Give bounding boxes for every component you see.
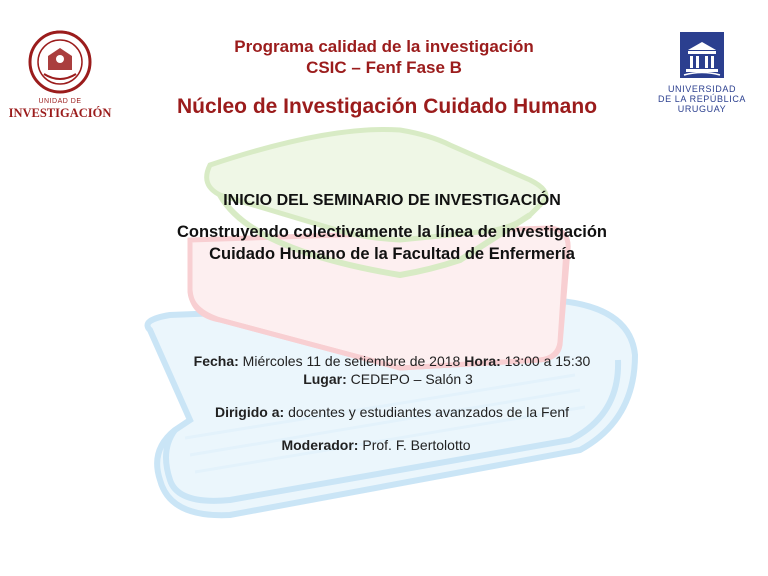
books-watermark bbox=[130, 120, 650, 540]
program-line-2: CSIC – Fenf Fase B bbox=[306, 58, 462, 77]
lugar-line bbox=[4, 371, 768, 387]
nucleo-title: Núcleo de Investigación Cuidado Humano bbox=[176, 95, 598, 118]
lugar-label: Lugar: bbox=[303, 371, 347, 387]
seminar-subtitle-1: Construyendo colectivamente la línea de investigación bbox=[176, 223, 608, 241]
fecha-hora-line bbox=[8, 353, 768, 369]
seminar-subtitle-2: Cuidado Humano de la Facultad de Enfermería bbox=[209, 245, 575, 263]
seminar-title: INICIO DEL SEMINARIO DE INVESTIGACIÓN bbox=[223, 192, 561, 209]
udelar-line-2: DE LA REPÚBLICA bbox=[657, 94, 747, 104]
hora-label: Hora: bbox=[464, 353, 501, 369]
fecha-label: Fecha: bbox=[193, 353, 239, 369]
hora-value: 13:00 a 15:30 bbox=[500, 353, 591, 369]
moderador-value: Prof. F. Bertolotto bbox=[358, 437, 471, 453]
moderador-label: Moderador: bbox=[281, 437, 359, 453]
dirigido-value: docentes y estudiantes avanzados de la Fenf bbox=[284, 404, 570, 420]
dirigido-line bbox=[8, 404, 768, 420]
logo-left-big-text: INVESTIGACIÓN bbox=[8, 106, 112, 120]
moderador-line bbox=[0, 437, 760, 453]
udelar-line-3: URUGUAY bbox=[677, 104, 727, 114]
lugar-value: CEDEPO – Salón 3 bbox=[346, 371, 473, 387]
program-line-1: Programa calidad de la investigación bbox=[234, 37, 534, 56]
logo-left-small-text: UNIDAD DE bbox=[38, 98, 82, 105]
fecha-value: Miércoles 11 de setiembre de 2018 bbox=[238, 353, 465, 369]
dirigido-label: Dirigido a: bbox=[214, 404, 285, 420]
udelar-line-1: UNIVERSIDAD bbox=[667, 84, 737, 94]
